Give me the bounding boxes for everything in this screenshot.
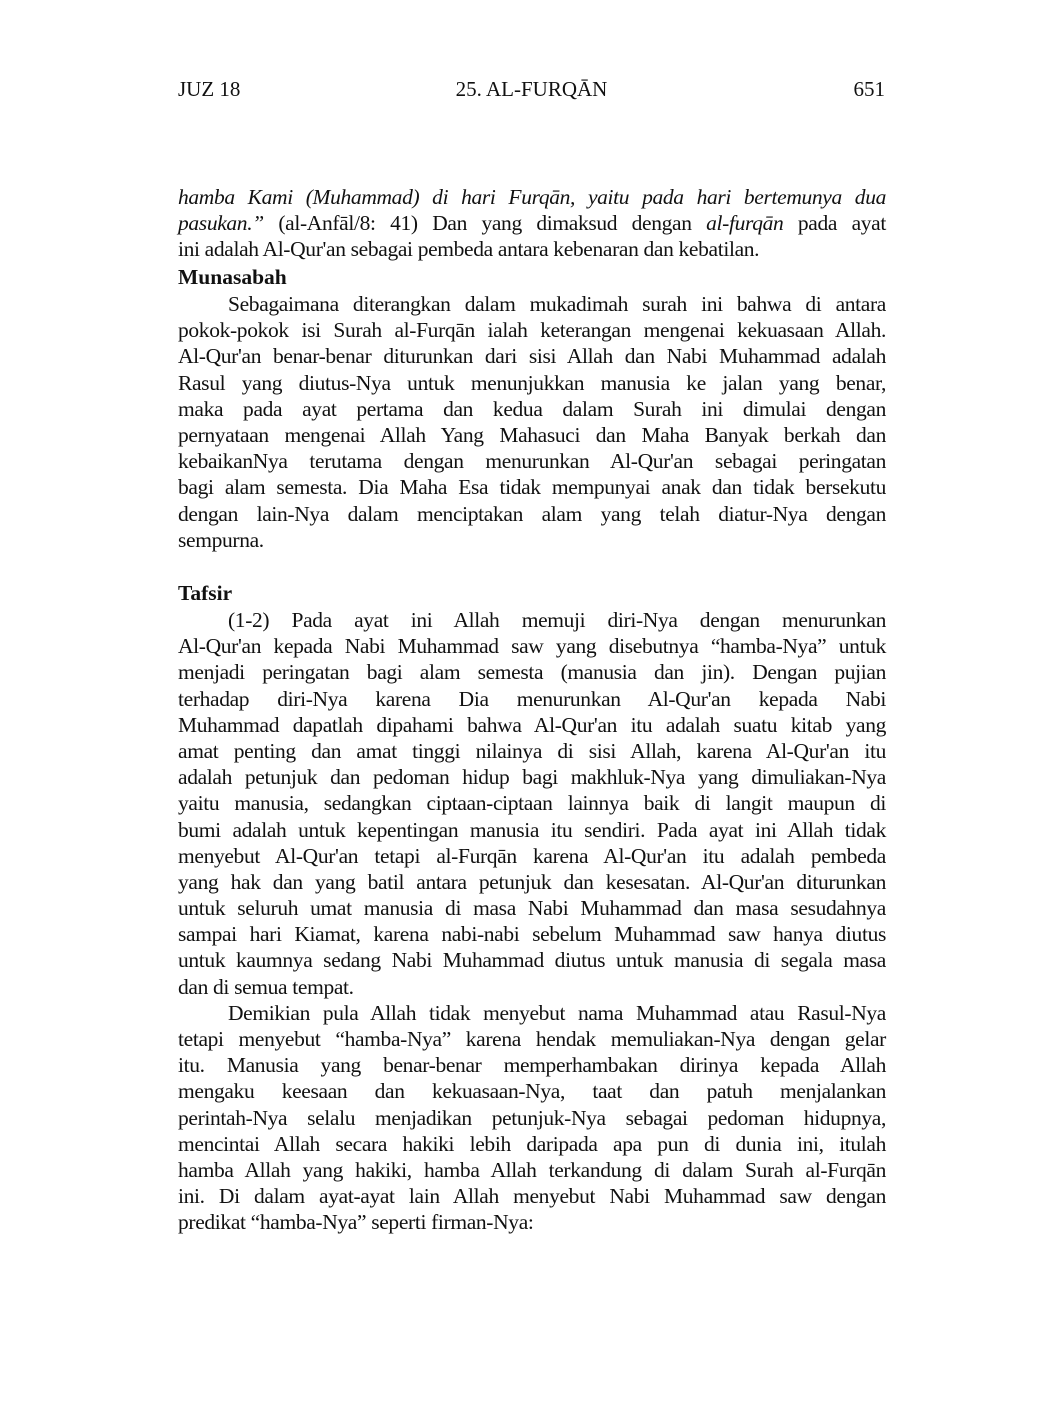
section-heading-munasabah: Munasabah: [178, 265, 287, 289]
text-line: pernyataan mengenai Allah Yang Mahasuci dan Maha Banyak berkah dan: [178, 422, 886, 447]
text-line: maka pada ayat pertama dan kedua dalam Surah ini dimulai dengan: [178, 396, 886, 421]
text-span: (al-Anfāl/8: 41) Dan yang dimaksud dengan: [263, 211, 707, 236]
text-line: yang hak dan yang batil antara petunjuk dan kesesatan. Al-Qur'an diturunkan: [178, 869, 886, 894]
text-line: menyebut Al-Qur'an tetapi al-Furqān karena Al-Qur'an itu adalah pembeda: [178, 843, 886, 868]
munasabah-paragraph: [178, 291, 886, 553]
text-line: Al-Qur'an benar-benar diturunkan dari sisi Allah dan Nabi Muhammad adalah: [178, 344, 886, 369]
text-line: dan di semua tempat.: [178, 974, 354, 999]
text-line: sempurna.: [178, 527, 264, 552]
quote-italic: hamba Kami (Muhammad) di hari Furqān, yaitu pada hari bertemunya dua: [178, 185, 886, 209]
text-line: [178, 184, 886, 210]
text-line: ini adalah Al-Qur'an sebagai pembeda antara kebenaran dan kebatilan.: [178, 237, 760, 262]
section-heading-tafsir: Tafsir: [178, 581, 233, 605]
text-line: amat penting dan amat tinggi nilainya di sisi Allah, karena Al-Qur'an itu: [178, 738, 886, 763]
page-number: 651: [853, 77, 885, 101]
text-line: sampai hari Kiamat, karena nabi-nabi sebelum Muhammad saw hanya diutus: [178, 922, 886, 947]
text-line: (1-2) Pada ayat ini Allah memuji diri-Nya dengan menurunkan: [228, 608, 886, 632]
intro-paragraph: [178, 184, 886, 263]
text-line: untuk seluruh umat manusia di masa Nabi Muhammad dan masa sesudahnya: [178, 896, 886, 921]
text-line: dengan lain-Nya dalam menciptakan alam yang telah diatur-Nya dengan: [178, 501, 886, 526]
text-line: Al-Qur'an kepada Nabi Muhammad saw yang disebutnya “hamba-Nya” untuk: [178, 634, 886, 659]
term-italic: al-furqān: [706, 211, 784, 236]
tafsir-section: [178, 580, 886, 1236]
running-header-juz: JUZ 18: [178, 77, 241, 101]
text-line: Demikian pula Allah tidak menyebut nama Muhammad atau Rasul-Nya: [228, 1000, 886, 1025]
text-line: tetapi menyebut “hamba-Nya” karena hendak memuliakan-Nya dengan gelar: [178, 1027, 886, 1051]
text-span: pada ayat: [783, 211, 886, 236]
text-line: mengaku keesaan dan kekuasaan-Nya, taat dan patuh menjalankan: [178, 1079, 886, 1104]
text-line: bagi alam semesta. Dia Maha Esa tidak mempunyai anak dan tidak bersekutu: [178, 475, 886, 500]
text-line: kebaikanNya terutama dengan menurunkan Al-Qur'an sebagai peringatan: [178, 449, 886, 474]
text-line: yaitu manusia, sedangkan ciptaan-ciptaan lainnya baik di langit maupun di: [178, 791, 886, 816]
text-line: hamba Allah yang hakiki, hamba Allah terkandung di dalam Surah al-Furqān: [178, 1157, 886, 1182]
text-line: terhadap diri-Nya karena Dia menurunkan Al-Qur'an kepada Nabi: [178, 686, 886, 711]
text-line: predikat “hamba-Nya” seperti firman-Nya:: [178, 1210, 534, 1235]
running-header-surah: 25. AL-FURQĀN: [455, 77, 608, 101]
text-line: [178, 210, 886, 236]
text-line: ini. Di dalam ayat-ayat lain Allah menyebut Nabi Muhammad saw dengan: [178, 1184, 886, 1209]
text-line: adalah petunjuk dan pedoman hidup bagi makhluk-Nya yang dimuliakan-Nya: [178, 765, 886, 790]
quote-italic: pasukan.”: [178, 211, 264, 236]
text-line: mencintai Allah secara hakiki lebih daripada apa pun di dunia ini, itulah: [178, 1131, 886, 1156]
text-line: Muhammad dapatlah dipahami bahwa Al-Qur'an itu adalah suatu kitab yang: [178, 712, 886, 737]
text-line: perintah-Nya selalu menjadikan petunjuk-Nya sebagai pedoman hidupnya,: [178, 1105, 886, 1130]
text-line: pokok-pokok isi Surah al-Furqān ialah keterangan mengenai kekuasaan Allah.: [178, 318, 886, 343]
text-line: bumi adalah untuk kepentingan manusia itu sendiri. Pada ayat ini Allah tidak: [178, 817, 886, 842]
tafsir-paragraph-1: [178, 607, 886, 1000]
text-line: itu. Manusia yang benar-benar memperhambakan dirinya kepada Allah: [178, 1053, 886, 1078]
text-line: untuk kaumnya sedang Nabi Muhammad diutus untuk manusia di segala masa: [178, 948, 886, 973]
tafsir-paragraph-2: [178, 1000, 886, 1236]
text-line: Sebagaimana diterangkan dalam mukadimah surah ini bahwa di antara: [228, 292, 886, 316]
text-line: Rasul yang diutus-Nya untuk menunjukkan manusia ke jalan yang benar,: [178, 370, 886, 395]
text-line: menjadi peringatan bagi alam semesta (manusia dan jin). Dengan pujian: [178, 660, 886, 685]
munasabah-section: [178, 264, 886, 553]
